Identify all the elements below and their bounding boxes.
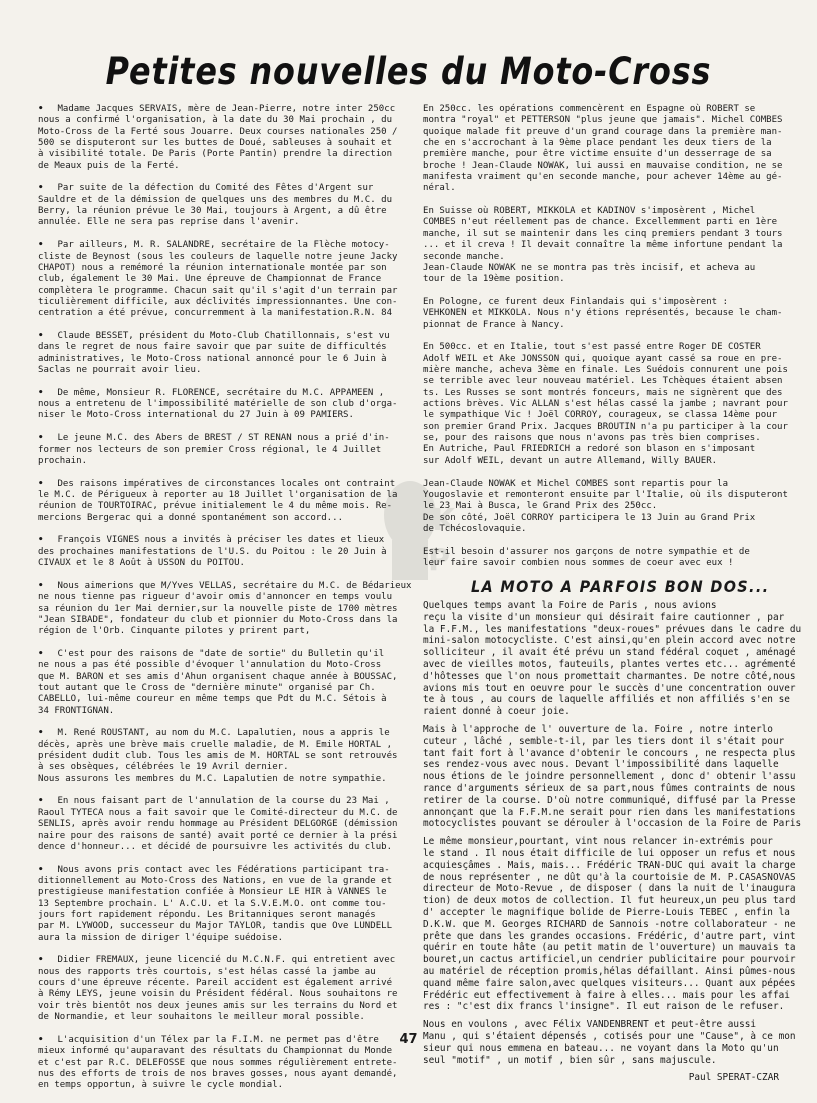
text-line-content: Claude BESSET, président du Moto-Club Chatillonnais, s'est vu <box>57 331 390 342</box>
text-line: mercions Bergerac qui a donné spontanément son accord... <box>38 512 344 523</box>
text-line <box>38 183 404 194</box>
story-paragraph <box>423 600 802 718</box>
text-line: nous a confirmé l'organisation, à la date du 30 Mai prochain , du <box>38 115 393 126</box>
news-item <box>38 649 404 717</box>
text-line: CHAPOT) nous a remémoré la réunion internationale montée par son <box>38 262 387 273</box>
text-line: sur Adolf WEIL, devant un autre Allemand, Willy BAUER. <box>423 455 718 466</box>
text-line: aura la mission de diriger l'équipe suédoise. <box>38 932 284 943</box>
text-line <box>38 796 404 807</box>
text-line: En Suisse où ROBERT, MIKKOLA et KADINOV s'imposèrent , Michel <box>423 206 756 217</box>
story-paragraph <box>423 724 802 830</box>
text-line: "Jean SIBADE", fondateur du club et pionnier du Moto-Cross dans la <box>38 614 398 625</box>
news-item <box>38 580 412 638</box>
text-line: sieur qui nous emmena en bateau... ne voyant dans la Moto qu'un <box>423 1042 779 1054</box>
text-line: Quelques temps avant la Foire de Paris , nous avions <box>423 600 717 612</box>
text-line: actions brèves. Vic ALLAN s'est hélas cassé la jambe ; navrant pour <box>423 399 788 410</box>
text-line: à Rémy LEYS, jeune voisin du Président fédéral. Nous souhaitons re <box>38 989 398 1000</box>
text-line: dence d'honneur... et décidé de poursuivre les activités du club. <box>38 841 393 852</box>
text-line: former nos lecteurs de son premier Cross régional, le 4 Juillet <box>38 444 382 455</box>
text-line: des prochaines manifestations de l'U.S. du Poitou : le 20 Juin à <box>38 546 387 557</box>
text-line-content: François VIGNES nous a invités à préciser les dates et lieux <box>57 535 385 546</box>
text-line: se, pour des raisons que nous n'avons pas très bien comprises. <box>423 433 761 444</box>
text-line: président dudit club. Tous les amis de M. HORTAL se sont retrouvés <box>38 751 398 762</box>
text-line: nous a entretenu de l'impossibilité matérielle de son club d'orga- <box>38 399 398 410</box>
text-line: 34 FRONTIGNAN. <box>38 705 115 716</box>
story-paragraph <box>423 836 795 1013</box>
text-line: CABELLO, lui-même coureur en même temps que Pdt du M.C. Sétois à <box>38 694 387 705</box>
text-line: prête que dans les grandes occasions. Frédéric, d'autre part, vint <box>423 930 796 942</box>
text-line <box>38 535 404 546</box>
text-line: VEHKONEN et MIKKOLA. Nous n'y étions représentés, because le cham- <box>423 308 783 319</box>
news-item <box>423 206 795 285</box>
text-line: leur faire savoir combien nous sommes de coeur avec eux ! <box>423 557 734 568</box>
text-line: réunion de TOURTOIRAC, prévue initialement le 4 du même mois. Re- <box>38 501 393 512</box>
text-line-content: Des raisons impératives de circonstances locales ont contraint <box>57 478 396 489</box>
news-item <box>38 240 404 319</box>
text-line: En 250cc. les opérations commencèrent en Espagne où ROBERT se <box>423 104 756 114</box>
text-line: cliste de Beynost (sous les couleurs de laquelle notre jeune Jacky <box>38 251 398 262</box>
news-item <box>38 728 404 785</box>
text-line <box>38 331 404 342</box>
text-line: mière manche, acheva 3ème en finale. Les Suédois connurent une pois <box>423 365 788 376</box>
bullet-icon: • <box>38 728 44 739</box>
text-line: à visibilité totale. De Paris (Porte Pantin) prendre la direction <box>38 149 393 160</box>
news-item <box>38 865 404 944</box>
text-line: manifesta vraiment qu'en seconde manche, pour achever 14ème au gé- <box>423 172 783 183</box>
text-line: mini-salon motocycliste. C'est ainsi,qu'en plein accord avec notre <box>423 635 796 647</box>
text-line: quérir en toute hâte (au petit matin de l'ouverture) un mauvais ta <box>423 942 796 954</box>
text-line: rance d'arguments sérieux de sa part,nous fûmes contraints de nous <box>423 783 796 795</box>
text-line-content: En nous faisant part de l'annulation de la course du 23 Mai , <box>57 796 390 807</box>
bullet-icon: • <box>38 535 44 546</box>
text-line: manche, il sut se maintenir dans les cinq premiers pendant 3 tours <box>423 228 783 239</box>
text-line <box>38 865 404 876</box>
news-item <box>423 297 795 331</box>
news-item <box>38 183 404 228</box>
text-line: ne nous tienne pas rigueur d'avoir omis d'annoncer en temps voulu <box>38 592 393 603</box>
text-line-content: De même, Monsieur R. FLORENCE, secrétaire du M.C. APPAMEEN , <box>57 387 385 398</box>
text-line: complètera le programme. Chacun sait qu'il s'agit d'un terrain par <box>38 285 398 296</box>
text-line: prochain. <box>38 455 88 466</box>
text-line: en temps opportun, à suivre le cycle mondial. <box>38 1080 284 1091</box>
text-line: de Normandie, et leur souhaitons le meilleur moral possible. <box>38 1012 365 1023</box>
news-item <box>38 955 404 1023</box>
text-line: le stand . Il nous était difficile de lui opposer un refus et nous <box>423 848 796 859</box>
text-line: quand même faire salon,avec quelques visiteurs... Quant aux pépées <box>423 977 796 989</box>
text-line: tion) de deux motos de collection. Il fut heureux,un peu plus tard <box>423 895 796 907</box>
story-signature: Paul SPERAT-CZAR <box>688 1072 779 1084</box>
text-line: seconde manche. <box>423 251 505 262</box>
text-line: voir très bientôt nos deux jeunes amis sur les terrains du Nord et <box>38 1000 398 1011</box>
text-line <box>38 728 404 739</box>
text-line: nous des rapports très courtois, s'est hélas cassé la jambe au <box>38 966 376 977</box>
text-line: pionnat de France à Nancy. <box>423 319 565 330</box>
text-line: ts. Les Russes se sont montrés fonceurs, mais ne signèrent que des <box>423 387 783 398</box>
text-line: se terrible avec leur nouveau matériel. Les Tchèques étaient absen <box>423 376 783 387</box>
text-line: res : "c'est dix francs l'insigne". Il eut raison de le refuser. <box>423 1001 785 1013</box>
news-item <box>38 535 404 569</box>
text-line: cuteur , lâché , semble-t-il, par les tiers dont il s'était pour <box>423 735 785 747</box>
text-line: Yougoslavie et remonteront ensuite par l'Italie, où ils disputeront <box>423 489 788 500</box>
text-line: Adolf WEIL et Ake JONSSON qui, quoique ayant cassé sa roue en pre- <box>423 353 783 364</box>
text-line: au matériel de réception promis,hélas défaillant. Ainsi pûmes-nous <box>423 965 796 977</box>
text-line-content: Nous aimerions que M/Yves VELLAS, secrétaire du M.C. de Bédarieux <box>57 580 412 591</box>
text-line: et c'est par R.C. DELEFOSSE que nous sommes régulièrement entrete- <box>38 1057 398 1068</box>
bullet-icon: • <box>38 1034 44 1045</box>
text-line: de nous représenter , ne dût qu'à la courtoisie de M. P.CASASNOVAS <box>423 871 796 883</box>
text-line: annulée. Elle ne sera pas reprise dans l'avenir. <box>38 217 300 228</box>
text-line: che en s'accrochant à la 9ème place pendant les deux tiers de la <box>423 138 772 149</box>
text-line: Raoul TYTECA nous a fait savoir que le Comité-directeur du M.C. de <box>38 807 398 818</box>
text-line: tour de la 19ème position. <box>423 274 565 285</box>
bullet-icon: • <box>38 648 44 659</box>
page-title: Petites nouvelles du Moto-Cross <box>105 50 712 93</box>
news-item <box>38 388 404 422</box>
bullet-icon: • <box>38 183 44 194</box>
text-line: de Tchécoslovaquie. <box>423 523 527 534</box>
text-line: De son côté, Joël CORROY participera le 13 Juin au Grand Prix <box>423 512 756 523</box>
text-line: centration a été prévue, concurremment à la manifestation.R.N. 84 <box>38 308 393 319</box>
news-item <box>423 547 795 570</box>
svg-text:K: K <box>432 503 456 538</box>
text-line: Jean-Claude NOWAK et Michel COMBES sont repartis pour la <box>423 478 729 489</box>
text-line: ticulièrement difficile, aux déclivités impressionnantes. Une con- <box>38 296 398 307</box>
bullet-icon: • <box>38 864 44 875</box>
news-item <box>38 433 404 467</box>
text-line: Sauldre et de la démission de quelques uns des membres du M.C. du <box>38 194 393 205</box>
text-line: annonçant que la F.F.M.ne serait pour rien dans les manifestations <box>423 806 796 818</box>
text-line-content: Le jeune M.C. des Abers de BREST / ST RENAN nous a prié d'in- <box>57 433 390 444</box>
text-line: broche ! Jean-Claude NOWAK, lui aussi en mauvaise condition, ne se <box>423 160 783 171</box>
text-line: région de l'Orb. Cinquante pilotes y prirent part, <box>38 626 311 637</box>
text-line: la F.F.M., les manifestations "deux-roues" prévues dans le cadre du <box>423 623 802 635</box>
text-line: 13 Septembre prochain. L' A.C.U. et la S.V.E.M.O. ont comme tou- <box>38 898 387 909</box>
text-line: néral. <box>423 183 456 194</box>
text-line: te à tous , au cours de laquelle affiliés et non affiliés s'en se <box>423 694 790 706</box>
text-line: ne nous a pas été possible d'évoquer l'annulation du Moto-Cross <box>38 660 382 671</box>
text-line <box>38 955 404 966</box>
text-line-content: L'acquisition d'un Télex par la F.I.M. ne permet pas d'être <box>57 1034 379 1045</box>
text-line: Berry, la réunion prévue le 30 Mai, toujours à Argent, a dû être <box>38 206 387 217</box>
text-line: niser le Moto-Cross international du 27 Juin à 09 PAMIERS. <box>38 410 354 421</box>
text-line: En Autriche, Paul FRIEDRICH a redoré son blason en s'imposant <box>423 444 756 455</box>
text-line: que M. BARON et ses amis d'Ahun organisent chaque année à BOUSSAC, <box>38 671 398 682</box>
text-line: prestigieuse manifestation confiée à Monsieur LE HIR à VANNES le <box>38 887 387 898</box>
text-line: Nous en voulons , avec Félix VANDENBRENT et peut-être aussi <box>423 1019 757 1031</box>
text-line: D.K.W. que M. Georges RICHARD de Sannois -notre collaborateur - ne <box>423 918 796 930</box>
text-line: directeur de Moto-Revue , de disposer ( dans la nuit de l'inaugura <box>423 883 796 895</box>
text-line-content: Nous avons pris contact avec les Fédérations participant tra- <box>57 864 390 875</box>
text-line: avec de vieilles motos, fauteuils, plantes vertes etc... agrémenté <box>423 659 796 671</box>
text-line: club, également le 30 Mai. Une épreuve de Championnat de France <box>38 274 382 285</box>
text-line: montra "royal" et PETTERSON "plus jeune que jamais". Michel COMBES <box>423 115 783 126</box>
text-line: tant fait fort à l'avance d'obtenir le concours , ne respecta plus <box>423 747 796 759</box>
text-line: CIVAUX et le 8 Août à USSON du POITOU. <box>38 558 245 569</box>
text-line: décès, après une brève mais cruelle maladie, de M. Emile HORTAL , <box>38 739 393 750</box>
text-line: Jean-Claude NOWAK ne se montra pas très incisif, et acheva au <box>423 262 756 273</box>
text-line: à ses obsèques, célébrées le 19 Avril dernier. <box>38 762 289 773</box>
text-line: ditionnellement au Moto-Cross des Nations, en vue de la grande et <box>38 875 393 886</box>
bullet-icon: • <box>38 955 44 966</box>
text-line: le 23 Mai à Busca, le Grand Prix des 250cc. <box>423 501 658 512</box>
text-line: administratives, le Moto-Cross national annoncé pour le 6 Juin à <box>38 353 387 364</box>
text-line: Mais à l'approche de l' ouverture de la. Foire , notre interlo <box>423 724 773 736</box>
text-line-content: Didier FREMAUX, jeune licencié du M.C.N.F. qui entretient avec <box>57 955 396 966</box>
text-line <box>38 104 404 115</box>
text-line: nus des efforts de trois de nos braves gosses, nous ayant demandé, <box>38 1068 398 1079</box>
text-line: cours d'une épreuve récente. Pareil accident est également arrivé <box>38 978 393 989</box>
text-line: dans le regret de nous faire savoir que par suite de difficultés <box>38 342 387 353</box>
text-line: Frédéric eut effectivement à faire à elles... mais pour les affai <box>423 989 790 1001</box>
text-line <box>38 388 404 399</box>
text-line <box>38 240 404 251</box>
text-line: bouret,un cactus artificiel,un cendrier publicitaire pour pourvoir <box>423 954 796 966</box>
text-line: jours fort rapidement répondu. Les Britanniques seront managés <box>38 909 376 920</box>
text-line: d'hôtesses que l'on nous promettait charmantes. De notre côté,nous <box>423 670 796 682</box>
text-line: Est-il besoin d'assurer nos garçons de notre sympathie et de <box>423 546 750 557</box>
text-line: SENLIS, après avoir rendu hommage au Président DELGORGE (démission <box>38 819 398 830</box>
text-line: son premier Grand Prix. Jacques BROUTIN n'a pu participer à la cour <box>423 421 788 432</box>
text-line: seul "motif" , un motif , bien sûr , sans majuscule. <box>423 1054 717 1066</box>
text-line <box>38 433 404 444</box>
text-line-content: Madame Jacques SERVAIS, mère de Jean-Pierre, notre inter 250cc <box>57 104 396 114</box>
bullet-icon: • <box>38 478 44 489</box>
text-line: nous étions de le joindre personnellement , donc d' obtenir l'assu <box>423 771 796 783</box>
text-line: COMBES n'eut réellement pas de chance. Excellemment parti en 1ère <box>423 217 778 228</box>
text-line: sa réunion du 1er Mai dernier,sur la nouvelle piste de 1700 mètres <box>38 603 398 614</box>
text-line: mieux informé qu'auparavant des résultats du Championnat du Monde <box>38 1046 393 1057</box>
bullet-icon: • <box>38 240 44 251</box>
text-line: retirer de la course. D'où notre communiqué, diffusé par la Presse <box>423 794 796 806</box>
news-item <box>423 479 795 536</box>
text-line: Moto-Cross de la Ferté sous Jouarre. Deux courses nationales 250 / <box>38 126 398 137</box>
news-item <box>38 796 404 853</box>
text-line: En 500cc. et en Italie, tout s'est passé entre Roger DE COSTER <box>423 342 761 353</box>
text-line: tout autant que le Cross de "dernière minute" organisé par Ch. <box>38 682 376 693</box>
text-line-content: Par suite de la défection du Comité des Fêtes d'Argent sur <box>57 183 374 194</box>
text-line: Le même monsieur,pourtant, vint nous relancer in-extrémis pour <box>423 836 773 848</box>
text-line: par M. LYWOOD, successeur du Major TAYLOR, tandis que Ove LUNDELL <box>38 921 393 932</box>
text-line: avions mis tout en oeuvre pour le succès d'une concentration ouver <box>423 682 796 694</box>
text-line: le M.C. de Périgueux à reporter au 18 Juillet l'organisation de la <box>38 489 398 500</box>
news-item <box>38 331 404 376</box>
text-line: ses rendez-vous avec nous. Devant l'impossibilité dans laquelle <box>423 759 779 771</box>
page-number: 47 <box>399 1032 418 1047</box>
bullet-icon: • <box>38 796 44 807</box>
news-item <box>423 342 795 467</box>
text-line: motocyclistes pouvant se dérouler à l'occasion de la Foire de Paris <box>423 818 802 830</box>
text-line: naire pour des raisons de santé) avait porté ce dernier à la prési <box>38 830 398 841</box>
text-line <box>38 649 404 660</box>
text-line-content: M. René ROUSTANT, au nom du M.C. Lapalutien, nous a appris le <box>57 728 390 739</box>
text-line: Nous assurons les membres du M.C. Lapalutien de notre sympathie. <box>38 773 387 784</box>
story-title: LA MOTO A PARFOIS BON DOS... <box>471 576 770 596</box>
bullet-icon: • <box>38 433 44 444</box>
text-line: Manu , qui s'étaient dépensés , cotisés pour une "Cause", à ce mon <box>423 1030 796 1042</box>
text-line-content: Par ailleurs, M. R. SALANDRE, secrétaire de la Flèche motocy- <box>57 240 390 251</box>
bullet-icon: • <box>38 387 44 398</box>
text-line: En Pologne, ce furent deux Finlandais qui s'imposèrent : <box>423 296 729 307</box>
text-line <box>38 580 412 592</box>
text-line: raient donné à coeur joie. <box>423 706 570 718</box>
text-line: acquiesçâmes . Mais, mais... Frédéric TRAN-DUC qui avait la charge <box>423 859 796 871</box>
bullet-icon: • <box>38 580 44 591</box>
story-body <box>423 600 802 1066</box>
text-line: d' accepter le magnifique bolide de Pierre-Louis TEBEC , enfin la <box>423 906 790 918</box>
text-line <box>38 479 404 490</box>
text-line: de Meaux puis de la Ferté. <box>38 160 180 171</box>
text-line: 500 se disputeront sur les buttes de Doué, sableuses à souhait et <box>38 138 393 149</box>
text-line: quoique malade fit preuve d'un grand courage dans la première man- <box>423 126 783 137</box>
text-line-content: C'est pour des raisons de "date de sortie" du Bulletin qu'il <box>57 648 385 659</box>
text-line: Saclas ne pourrait avoir lieu. <box>38 365 202 376</box>
text-line: première manche, pour être victime ensuite d'un desserrage de sa <box>423 149 772 160</box>
bullet-icon: • <box>38 331 44 342</box>
text-line: le sympathique Vic ! Joël CORROY, courageux, se classa 14ème pour <box>423 410 778 421</box>
text-line: ... et il creva ! Il devait connaître la même infortune pendant la <box>423 240 783 251</box>
bullet-icon: • <box>38 104 44 114</box>
right-column <box>423 104 802 1084</box>
svg-text:P: P <box>428 543 450 578</box>
news-item <box>38 479 404 524</box>
news-item <box>38 104 404 172</box>
text-line: solliciteur , il avait été prévu un stand fédéral coquet , aménagé <box>423 647 796 659</box>
text-line: reçu la visite d'un monsieur qui désirait faire cautionner , par <box>423 611 785 623</box>
news-item <box>423 104 795 195</box>
